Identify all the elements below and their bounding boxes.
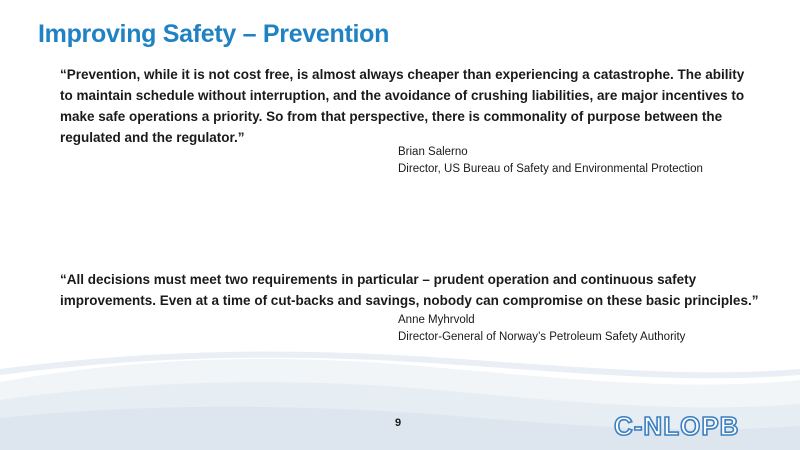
cnlopb-logo: [612, 408, 744, 442]
quote-text: “All decisions must meet two requirements in particular – prudent operation and continuous safety improvements. Even at a time of cut-backs and savings, nobody can compromise on these basic principles.”: [60, 272, 759, 308]
quote-attribution: [398, 312, 685, 346]
page-number: 9: [395, 417, 402, 429]
quote-author-role: Director-General of Norway’s Petroleum Safety Authority: [398, 331, 686, 343]
quote-author-role: Director, US Bureau of Safety and Environmental Protection: [398, 163, 703, 175]
slide-title: Improving Safety – Prevention: [38, 20, 390, 48]
quote-author: Anne Myhrvold: [398, 314, 475, 326]
quote-attribution: [398, 144, 703, 178]
quote-text: “Prevention, while it is not cost free, is almost always cheaper than experiencing a catastrophe. The ability to maintain schedule without interruption, and the avoidance of crushing liabilities, are major incentives to make safe operations a priority. So from that perspective, there is commonality of purpose between the regulated and the regulator.”: [60, 67, 745, 145]
quote-author: Brian Salerno: [398, 146, 468, 158]
svg-text:C-NLOPB: C-NLOPB: [614, 411, 740, 441]
